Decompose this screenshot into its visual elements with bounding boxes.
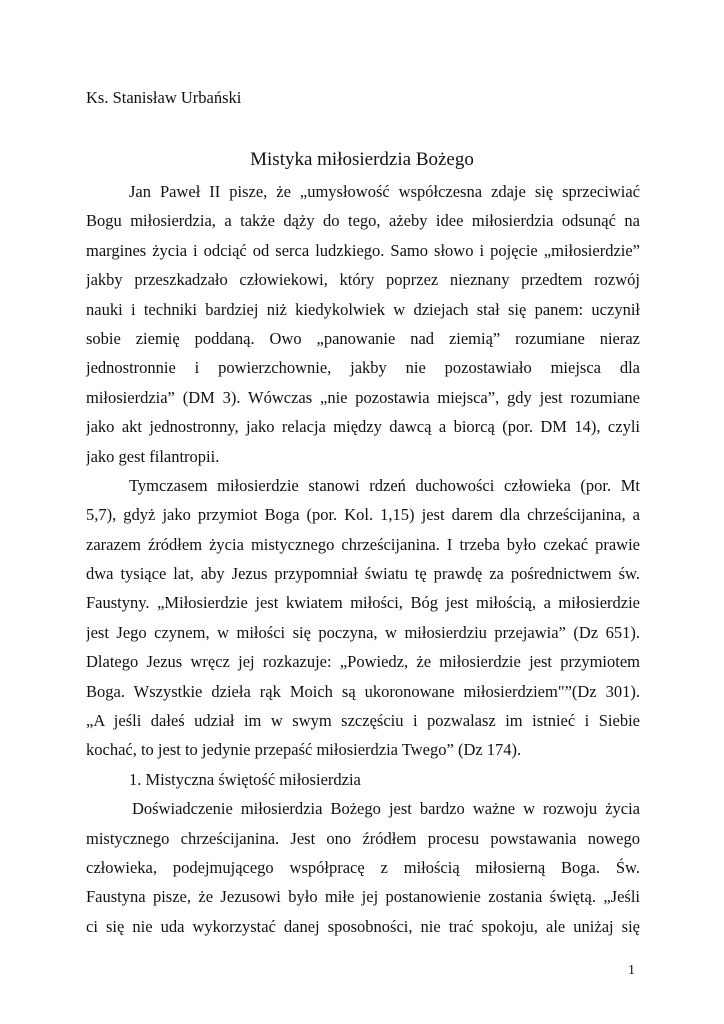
text-line: „A jeśli dałeś udział im w swym szczęściu i pozwalasz im istnieć i Siebie	[86, 711, 640, 731]
text-line: Faustyny. „Miłosierdzie jest kwiatem miłości, Bóg jest miłością, a miłosierdzie	[86, 593, 640, 613]
text-line: człowieka, podejmującego współpracę z miłością miłosierną Boga. Św.	[86, 857, 640, 877]
text-line: zarazem źródłem życia mistycznego chrześcijanina. I trzeba było czekać prawie	[86, 534, 640, 554]
document-title: Mistyka miłosierdzia Bożego	[250, 149, 474, 170]
text-line: miłosierdzia” (DM 3). Wówczas „nie pozostawia miejsca”, gdy jest rozumiane	[86, 387, 640, 407]
text-line: jako akt jednostronny, jako relacja między dawcą a biorcą (por. DM 14), czyli	[86, 417, 640, 437]
text-line: jest Jego czynem, w miłości się poczyna, w miłosierdziu przejawia” (Dz 651).	[86, 622, 640, 642]
paragraph	[86, 471, 640, 765]
text-line: Dlatego Jezus wręcz jej rozkazuje: „Powiedz, że miłosierdzie jest przymiotem	[86, 652, 640, 672]
text-line: Jan Paweł II pisze, że „umysłowość współczesna zdaje się sprzeciwiać	[129, 182, 640, 201]
document-body	[86, 177, 640, 941]
text-line: 1. Mistyczna świętość miłosierdzia	[129, 769, 361, 789]
text-line: jednostronnie i powierzchownie, jakby nie pozostawiało miejsca dla	[86, 358, 640, 378]
text-line: Boga. Wszystkie dzieła rąk Moich są ukoronowane miłosierdziem"”(Dz 301).	[86, 681, 640, 701]
text-line: sobie ziemię poddaną. Owo „panowanie nad ziemią” rozumiane nieraz	[86, 328, 640, 348]
text-line: nauki i techniki bardziej niż kiedykolwiek w dziejach stał się panem: uczynił	[86, 299, 640, 319]
text-line: Bogu miłosierdzia, a także dąży do tego, ażeby idee miłosierdzia odsunąć na	[86, 211, 640, 231]
page-number: 1	[628, 963, 635, 978]
text-line: margines życia i odciąć od serca ludzkiego. Samo słowo i pojęcie „miłosierdzie”	[86, 240, 640, 260]
text-line: Tymczasem miłosierdzie stanowi rdzeń duchowości człowieka (por. Mt	[129, 475, 640, 495]
text-line: Doświadczenie miłosierdzia Bożego jest bardzo ważne w rozwoju życia	[132, 799, 640, 819]
paragraph	[86, 765, 640, 794]
text-line: 5,7), gdyż jako przymiot Boga (por. Kol. 1,15) jest darem dla chrześcijanina, a	[86, 505, 640, 525]
author-name: Ks. Stanisław Urbański	[86, 88, 242, 107]
text-line: Faustyna pisze, że Jezusowi było miłe jej postanowienie zostania świętą. „Jeśli	[86, 887, 640, 907]
text-line: dwa tysiące lat, aby Jezus przypomniał światu tę prawdę za pośrednictwem św.	[86, 564, 640, 584]
text-line: ci się nie uda wykorzystać danej sposobności, nie trać spokoju, ale uniżaj się	[86, 916, 640, 936]
text-line: mistycznego chrześcijanina. Jest ono źródłem procesu powstawania nowego	[86, 828, 640, 848]
paragraph	[86, 794, 640, 941]
text-line: jako gest filantropii.	[86, 446, 220, 466]
paragraph	[86, 177, 640, 471]
text-line: jakby przeszkadzało człowiekowi, który poprzez nieznany przedtem rozwój	[86, 270, 640, 290]
text-line: kochać, to jest to jedynie przepaść miłosierdzia Twego” (Dz 174).	[86, 740, 522, 760]
